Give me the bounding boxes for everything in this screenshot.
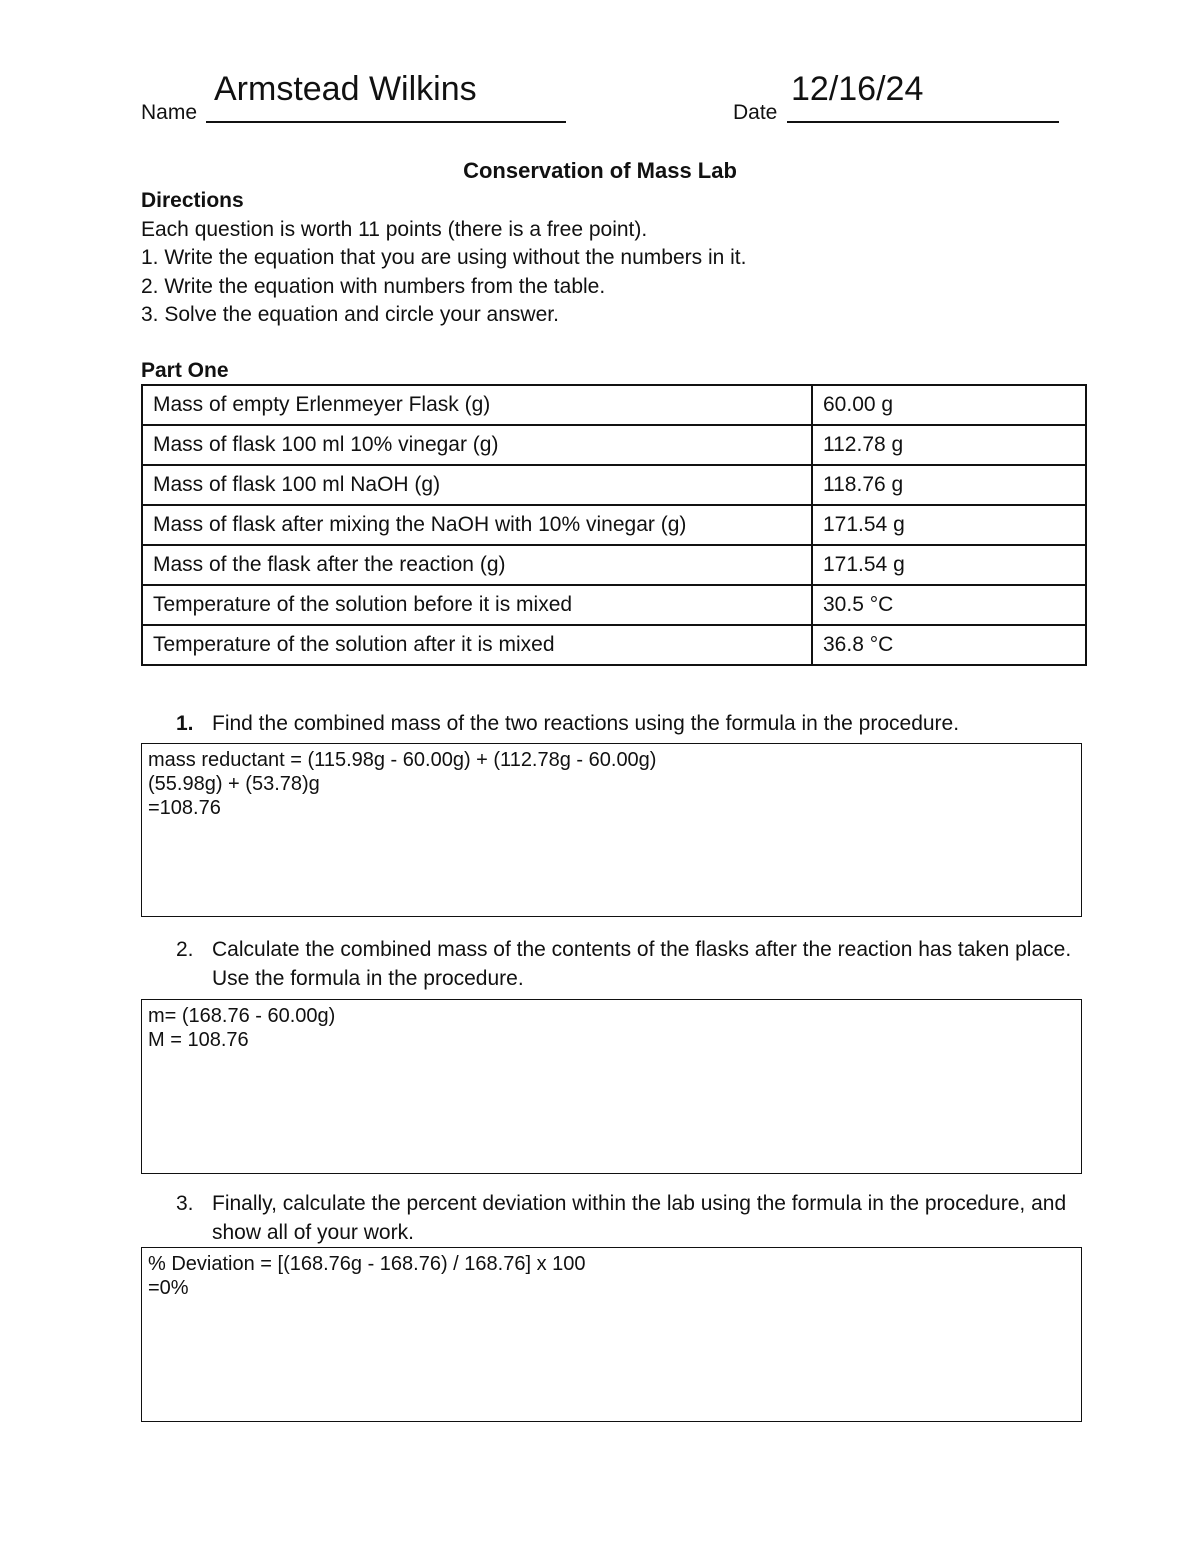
name-value: Armstead Wilkins [214,70,477,108]
answer-box-3[interactable] [141,1247,1082,1422]
row-value: 171.54 g [812,505,1086,545]
answer-line: m= (168.76 - 60.00g) [148,1005,336,1027]
directions-heading: Directions [141,189,244,212]
table-row [142,505,1086,545]
row-label: Mass of flask 100 ml NaOH (g) [142,465,812,505]
row-label: Mass of flask after mixing the NaOH with 10% vinegar (g) [142,505,812,545]
question-3 [176,1189,1096,1249]
table-row [142,545,1086,585]
answer-line: =108.76 [148,797,221,819]
answer-line: (55.98g) + (53.78)g [148,773,320,795]
row-value: 60.00 g [812,385,1086,425]
row-value: 112.78 g [812,425,1086,465]
row-label: Mass of flask 100 ml 10% vinegar (g) [142,425,812,465]
date-underline [787,121,1059,123]
directions-line: 2. Write the equation with numbers from the table. [141,274,606,298]
part-one-heading: Part One [141,359,229,382]
date-value: 12/16/24 [791,70,924,108]
row-label: Temperature of the solution after it is mixed [142,625,812,665]
row-label: Temperature of the solution before it is mixed [142,585,812,625]
answer-line: =0% [148,1277,189,1299]
row-value: 171.54 g [812,545,1086,585]
table-row [142,425,1086,465]
row-label: Mass of the flask after the reaction (g) [142,545,812,585]
name-label: Name [141,101,198,124]
table-row [142,465,1086,505]
question-number: 3. [176,1192,194,1215]
question-text: Finally, calculate the percent deviation within the lab using the formula in the procedure, and show all of your work. [212,1192,1067,1244]
question-number: 2. [176,938,194,961]
answer-line: % Deviation = [(168.76g - 168.76) / 168.76] x 100 [148,1253,586,1275]
question-number: 1. [176,712,194,735]
answer-line: mass reductant = (115.98g - 60.00g) + (112.78g - 60.00g) [148,749,657,771]
question-text: Find the combined mass of the two reactions using the formula in the procedure. [212,712,960,735]
row-value: 36.8 °C [812,625,1086,665]
directions-line: 3. Solve the equation and circle your answer. [141,303,559,326]
date-label: Date [733,101,778,124]
directions-line: 1. Write the equation that you are using without the numbers in it. [141,246,747,269]
table-row [142,385,1086,425]
lab-data-table [141,384,1087,666]
question-1 [176,709,1096,739]
question-text: Calculate the combined mass of the contents of the flasks after the reaction has taken place. Use the formula in the procedure. [212,938,1072,990]
row-label: Mass of empty Erlenmeyer Flask (g) [142,385,812,425]
table-row [142,585,1086,625]
answer-box-2[interactable] [141,999,1082,1174]
answer-line: M = 108.76 [148,1029,249,1051]
directions-line: Each question is worth 11 points (there is a free point). [141,217,648,241]
row-value: 30.5 °C [812,585,1086,625]
table-row [142,625,1086,665]
row-value: 118.76 g [812,465,1086,505]
answer-box-1[interactable] [141,743,1082,917]
directions-section [141,187,746,330]
name-underline [206,121,566,123]
page-title: Conservation of Mass Lab [463,158,737,183]
question-2 [176,935,1096,995]
